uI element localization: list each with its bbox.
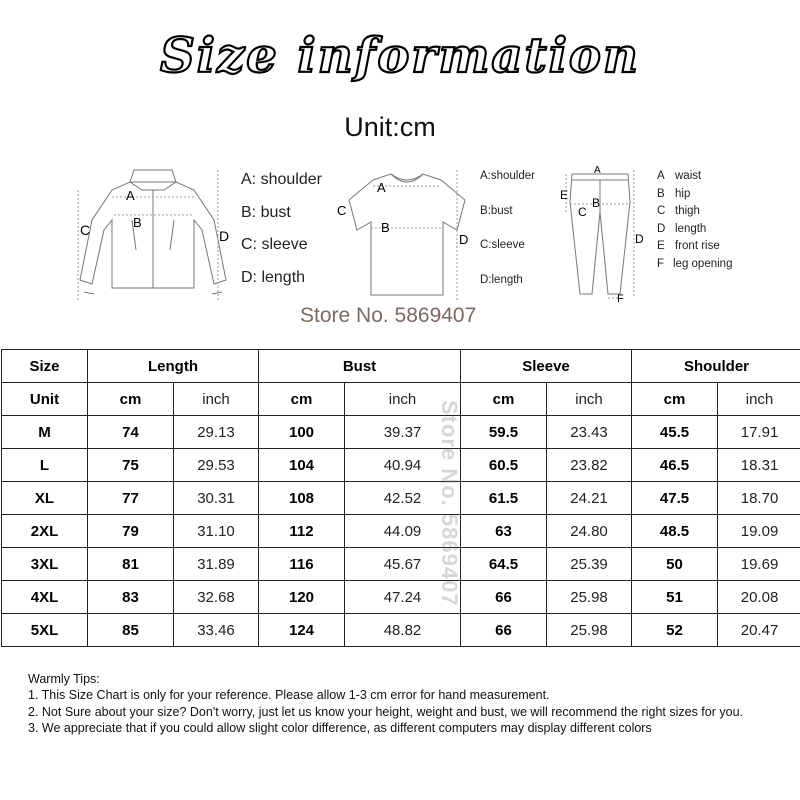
legend-text: length [675, 222, 707, 235]
header-size: Size [2, 350, 88, 383]
shoulder-inch-cell: 20.47 [718, 614, 800, 647]
length-cm-cell: 79 [88, 515, 174, 548]
legend-letter: C: [241, 236, 257, 253]
legend-letter: D: [241, 268, 257, 286]
tshirt-marker-c: C [337, 203, 347, 218]
table-row [2, 416, 800, 449]
length-cm-cell: 85 [88, 614, 174, 647]
length-cm-cell: 75 [88, 449, 174, 482]
bust-cm-cell: 124 [259, 614, 345, 647]
row-size: 5XL [2, 614, 88, 647]
tips-heading: Warmly Tips: [28, 672, 100, 686]
tshirt-legend-item [480, 263, 535, 298]
unit-inch: inch [174, 383, 259, 416]
size-table [1, 349, 800, 647]
store-number: Store No. 5869407 [300, 304, 477, 327]
length-inch-cell: 30.31 [174, 482, 259, 515]
sleeve-inch-cell: 24.21 [547, 482, 632, 515]
legend-letter: A: [480, 170, 491, 182]
tshirt-marker-a: A [377, 180, 386, 195]
pants-legend-item [657, 168, 732, 186]
header-bust: Bust [259, 350, 461, 383]
pants-legend [657, 168, 732, 274]
pants-marker-e: E [560, 188, 569, 202]
header-sleeve: Sleeve [461, 350, 632, 383]
bust-cm-cell: 112 [259, 515, 345, 548]
row-size: XL [2, 482, 88, 515]
bust-cm-cell: 100 [259, 416, 345, 449]
tshirt-marker-d: D [459, 232, 469, 247]
legend-letter: B [657, 187, 665, 200]
row-size: L [2, 449, 88, 482]
legend-letter: A [657, 170, 665, 182]
sleeve-inch-cell: 25.98 [547, 614, 632, 647]
jacket-marker-b: B [133, 215, 142, 230]
sleeve-inch-cell: 25.39 [547, 548, 632, 581]
tshirt-legend [480, 159, 535, 297]
bust-cm-cell: 120 [259, 581, 345, 614]
legend-letter: C: [480, 239, 492, 251]
legend-text: thigh [675, 205, 700, 218]
jacket-diagram [72, 160, 237, 305]
unit-inch: inch [718, 383, 800, 416]
sleeve-inch-cell: 25.98 [547, 581, 632, 614]
legend-text: shoulder [490, 170, 535, 182]
bust-inch-cell: 44.09 [345, 515, 461, 548]
shoulder-cm-cell: 47.5 [632, 482, 718, 515]
length-inch-cell: 32.68 [174, 581, 259, 614]
page-title: Size information [160, 28, 640, 84]
length-inch-cell: 29.13 [174, 416, 259, 449]
length-cm-cell: 77 [88, 482, 174, 515]
legend-text: bust [260, 203, 291, 221]
legend-text: sleeve [261, 236, 308, 253]
sleeve-inch-cell: 23.43 [547, 416, 632, 449]
shoulder-inch-cell: 19.09 [718, 515, 800, 548]
pants-diagram [560, 162, 640, 302]
legend-letter: D [657, 222, 666, 235]
pants-legend-item [657, 238, 732, 256]
length-inch-cell: 29.53 [174, 449, 259, 482]
jacket-marker-d: D [219, 228, 230, 244]
sleeve-cm-cell: 64.5 [461, 548, 547, 581]
table-row [2, 614, 800, 647]
unit-cm: cm [632, 383, 718, 416]
sleeve-cm-cell: 66 [461, 581, 547, 614]
sleeve-cm-cell: 59.5 [461, 416, 547, 449]
row-size: M [2, 416, 88, 449]
bust-cm-cell: 104 [259, 449, 345, 482]
legend-letter: E [657, 240, 665, 253]
row-size: 2XL [2, 515, 88, 548]
header-length: Length [88, 350, 259, 383]
length-cm-cell: 74 [88, 416, 174, 449]
legend-text: bust [490, 204, 513, 217]
legend-letter: B: [241, 203, 257, 221]
pants-legend-item [657, 256, 732, 274]
shoulder-cm-cell: 46.5 [632, 449, 718, 482]
header-shoulder: Shoulder [632, 350, 800, 383]
pants-marker-a: A [594, 165, 601, 176]
pants-marker-c: C [578, 205, 587, 219]
sleeve-cm-cell: 60.5 [461, 449, 547, 482]
unit-inch: inch [345, 383, 461, 416]
unit-cm: cm [88, 383, 174, 416]
sleeve-cm-cell: 61.5 [461, 482, 547, 515]
jacket-marker-c: C [80, 222, 91, 238]
jacket-marker-a: A [126, 188, 135, 203]
legend-letter: B: [480, 204, 491, 217]
tip-item: 3. We appreciate that if you could allow slight color difference, as different computers may display different colors [28, 720, 652, 735]
table-unit-row [2, 383, 800, 416]
legend-text: front rise [675, 240, 720, 253]
legend-letter: F [657, 257, 665, 270]
jacket-legend-item [241, 262, 322, 295]
tips-section [28, 671, 743, 736]
store-watermark: Store No. 5869407 [437, 400, 462, 607]
unit-cm: cm [461, 383, 547, 416]
table-row [2, 482, 800, 515]
shoulder-cm-cell: 52 [632, 614, 718, 647]
table-row [2, 449, 800, 482]
shoulder-cm-cell: 45.5 [632, 416, 718, 449]
legend-letter: C [657, 205, 666, 218]
shoulder-inch-cell: 18.31 [718, 449, 800, 482]
row-size: 3XL [2, 548, 88, 581]
pants-marker-b: B [592, 196, 601, 210]
length-inch-cell: 33.46 [174, 614, 259, 647]
unit-label: Unit:cm [344, 112, 436, 142]
sleeve-cm-cell: 63 [461, 515, 547, 548]
tshirt-legend-item [480, 228, 535, 263]
length-inch-cell: 31.89 [174, 548, 259, 581]
tip-item: 2. Not Sure about your size? Don't worry, just let us know your height, weight and bust, we will recommend the right sizes for you. [28, 704, 743, 719]
jacket-legend-item [241, 229, 322, 262]
bust-cm-cell: 108 [259, 482, 345, 515]
sleeve-inch-cell: 23.82 [547, 449, 632, 482]
sleeve-cm-cell: 66 [461, 614, 547, 647]
jacket-legend [241, 164, 322, 294]
tshirt-legend-item [480, 194, 535, 229]
tshirt-legend-item [480, 159, 535, 194]
legend-text: hip [675, 187, 691, 200]
legend-text: leg opening [673, 257, 733, 270]
length-cm-cell: 81 [88, 548, 174, 581]
unit-inch: inch [547, 383, 632, 416]
shoulder-inch-cell: 19.69 [718, 548, 800, 581]
pants-marker-f: F [617, 293, 624, 305]
bust-inch-cell: 48.82 [345, 614, 461, 647]
legend-text: length [491, 273, 523, 286]
table-row [2, 548, 800, 581]
legend-text: shoulder [260, 171, 322, 188]
shoulder-cm-cell: 50 [632, 548, 718, 581]
bust-inch-cell: 39.37 [345, 416, 461, 449]
bust-inch-cell: 40.94 [345, 449, 461, 482]
table-header-row [2, 350, 800, 383]
sleeve-inch-cell: 24.80 [547, 515, 632, 548]
unit-cm: cm [259, 383, 345, 416]
row-size: 4XL [2, 581, 88, 614]
pants-legend-item [657, 221, 732, 239]
jacket-legend-item [241, 197, 322, 230]
legend-text: length [261, 268, 306, 286]
shoulder-inch-cell: 20.08 [718, 581, 800, 614]
pants-legend-item [657, 203, 732, 221]
tshirt-diagram [345, 160, 470, 305]
shoulder-inch-cell: 17.91 [718, 416, 800, 449]
legend-letter: A: [241, 171, 257, 188]
shoulder-inch-cell: 18.70 [718, 482, 800, 515]
legend-text: sleeve [491, 239, 525, 251]
bust-cm-cell: 116 [259, 548, 345, 581]
tip-item: 1. This Size Chart is only for your reference. Please allow 1-3 cm error for hand measurement. [28, 688, 550, 703]
jacket-legend-item [241, 164, 322, 197]
bust-inch-cell: 42.52 [345, 482, 461, 515]
pants-marker-d: D [635, 232, 644, 246]
length-inch-cell: 31.10 [174, 515, 259, 548]
unit-label-cell: Unit [2, 383, 88, 416]
shoulder-cm-cell: 48.5 [632, 515, 718, 548]
legend-text: waist [675, 170, 702, 182]
pants-legend-item [657, 186, 732, 204]
bust-inch-cell: 45.67 [345, 548, 461, 581]
bust-inch-cell: 47.24 [345, 581, 461, 614]
legend-letter: D: [480, 273, 492, 286]
tshirt-marker-b: B [381, 220, 390, 235]
table-row [2, 581, 800, 614]
table-row [2, 515, 800, 548]
length-cm-cell: 83 [88, 581, 174, 614]
shoulder-cm-cell: 51 [632, 581, 718, 614]
